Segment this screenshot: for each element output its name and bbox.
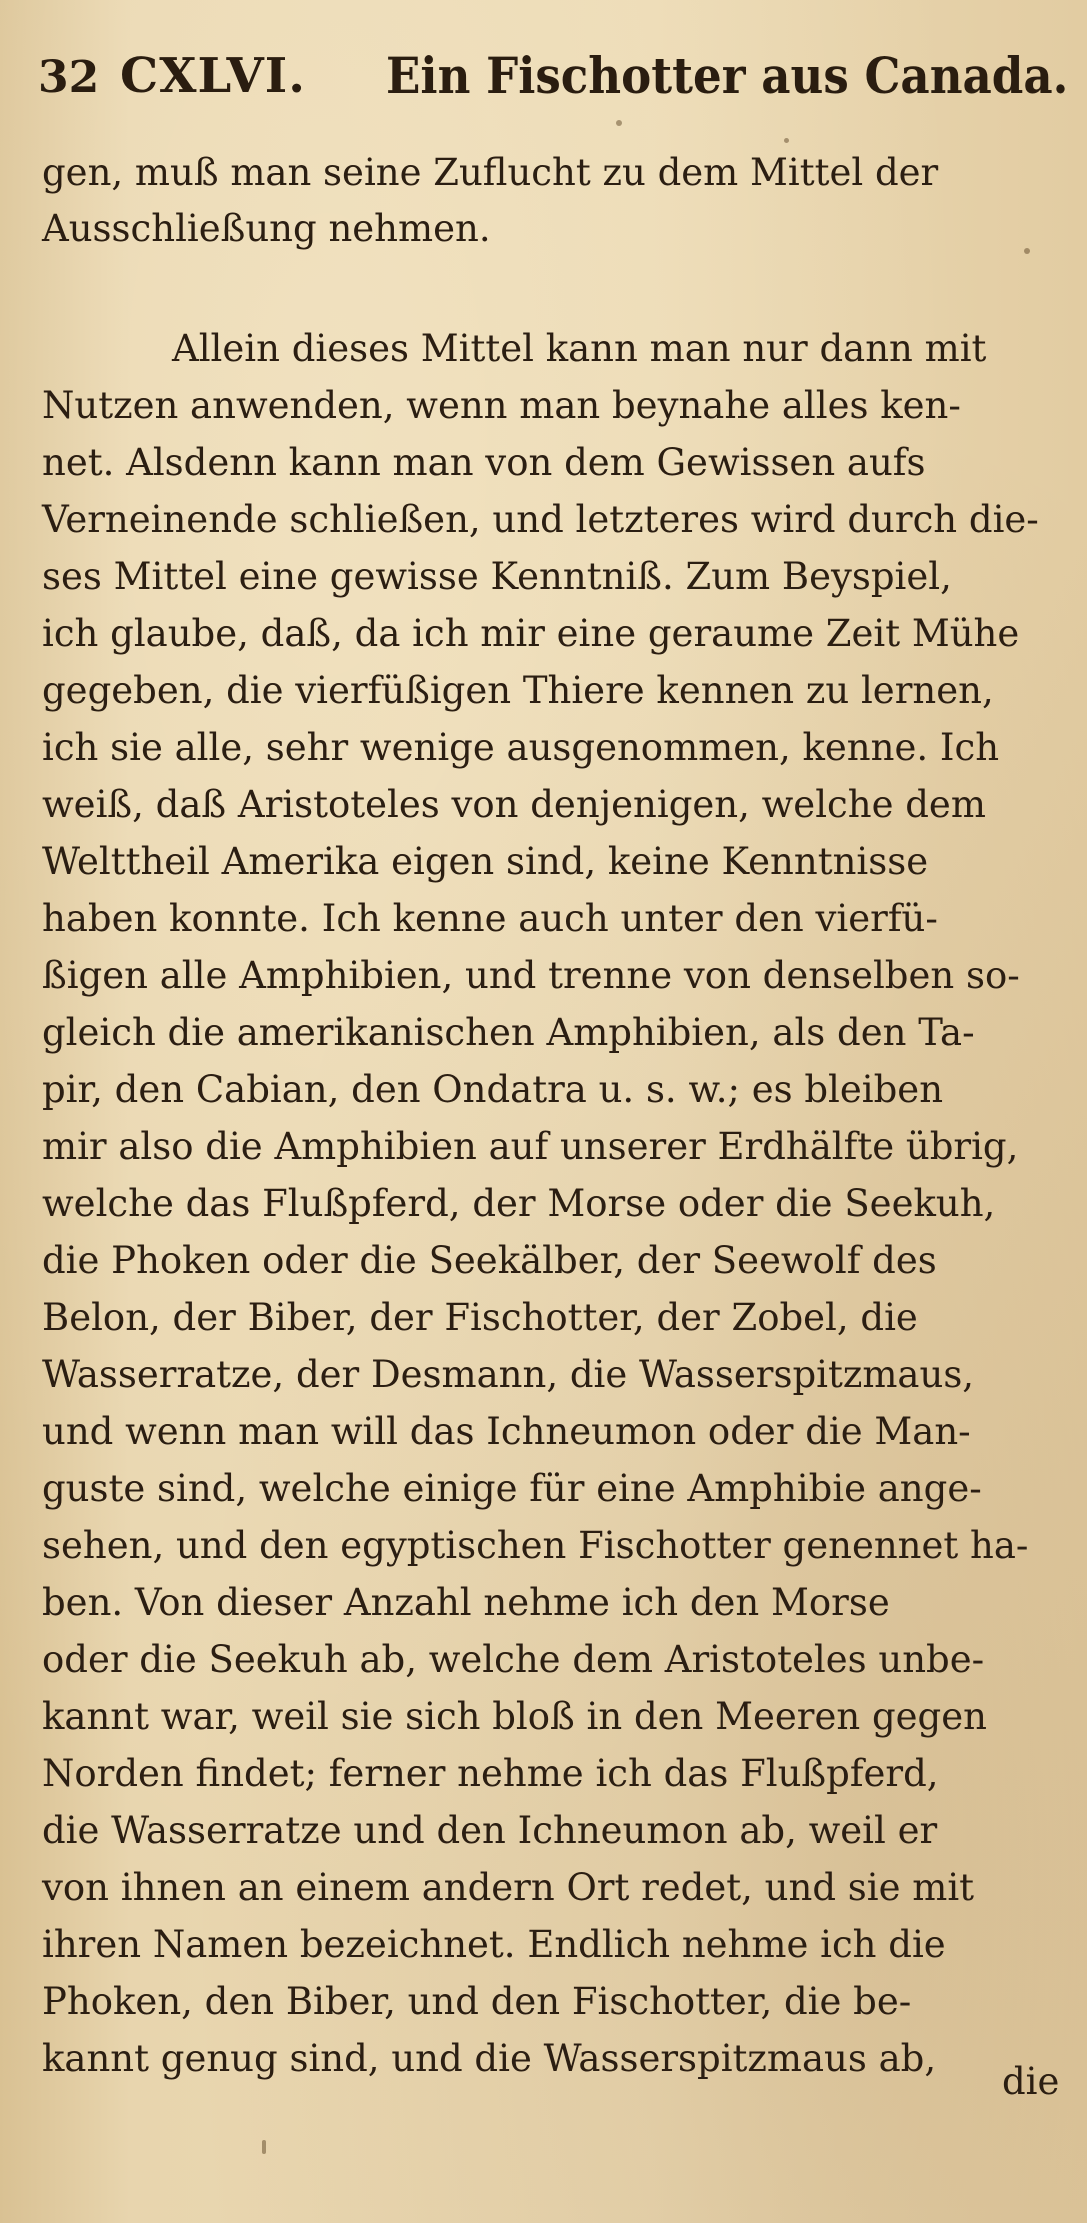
text-line: oder die Seekuh ab, welche dem Aristoteles unbe- [42,1638,985,1681]
text-line: Verneinende schließen, und letzteres wird durch die- [42,498,1039,541]
text-line: ihren Namen bezeichnet. Endlich nehme ich die [42,1923,946,1966]
text-line: ben. Von dieser Anzahl nehme ich den Morse [42,1581,890,1624]
catchword: die [1002,2060,1060,2103]
text-line: Belon, der Biber, der Fischotter, der Zobel, die [42,1296,918,1339]
text-line: guste sind, welche einige für eine Amphibie ange- [42,1467,982,1510]
text-line: von ihnen an einem andern Ort redet, und sie mit [42,1866,975,1909]
text-line: ßigen alle Amphibien, und trenne von denselben so- [42,954,1020,997]
text-line: ich sie alle, sehr wenige ausgenommen, kenne. Ich [42,726,1000,769]
text-line: haben konnte. Ich kenne auch unter den vierfü- [42,897,938,940]
text-line: kannt war, weil sie sich bloß in den Meeren gegen [42,1695,987,1738]
text-line: Ausschließung nehmen. [42,207,491,250]
text-line: weiß, daß Aristoteles von denjenigen, welche dem [42,783,986,826]
page-header [38,40,1069,110]
chapter-number: CXLVI. [120,48,306,104]
text-line: ses Mittel eine gewisse Kenntniß. Zum Beyspiel, [42,555,952,598]
text-line: gen, muß man seine Zuflucht zu dem Mittel der [42,151,939,194]
text-line: net. Alsdenn kann man von dem Gewissen aufs [42,441,926,484]
text-line: ich glaube, daß, da ich mir eine geraume Zeit Mühe [42,612,1020,655]
text-line: Norden findet; ferner nehme ich das Flußpferd, [42,1752,939,1795]
text-line: pir, den Cabian, den Ondatra u. s. w.; es bleiben [42,1068,944,1111]
ink-speck [616,120,622,126]
text-line: gleich die amerikanischen Amphibien, als den Ta- [42,1011,975,1054]
ink-speck [784,138,789,143]
text-line: die Wasserratze und den Ichneumon ab, weil er [42,1809,938,1852]
text-line: die Phoken oder die Seekälber, der Seewolf des [42,1239,937,1282]
paragraph-first-line: Allein dieses Mittel kann man nur dann mit [172,327,987,370]
text-line: Wasserratze, der Desmann, die Wasserspitzmaus, [42,1353,975,1396]
text-line: Nutzen anwenden, wenn man beynahe alles ken- [42,384,961,427]
text-line: Welttheil Amerika eigen sind, keine Kenntnisse [42,840,929,883]
ink-speck [1024,248,1030,254]
text-line: gegeben, die vierfüßigen Thiere kennen zu lernen, [42,669,994,712]
text-line: sehen, und den egyptischen Fischotter genennet ha- [42,1524,1029,1567]
ink-speck [262,2140,266,2154]
text-line: kannt genug sind, und die Wasserspitzmaus ab, [42,2037,937,2080]
text-line: Phoken, den Biber, und den Fischotter, die be- [42,1980,912,2023]
text-line: welche das Flußpferd, der Morse oder die Seekuh, [42,1182,996,1225]
text-line: und wenn man will das Ichneumon oder die Man- [42,1410,971,1453]
text-line: mir also die Amphibien auf unserer Erdhälfte übrig, [42,1125,1019,1168]
running-title: Ein Fischotter aus Canada. [386,46,1069,105]
page-number: 32 [38,52,100,103]
